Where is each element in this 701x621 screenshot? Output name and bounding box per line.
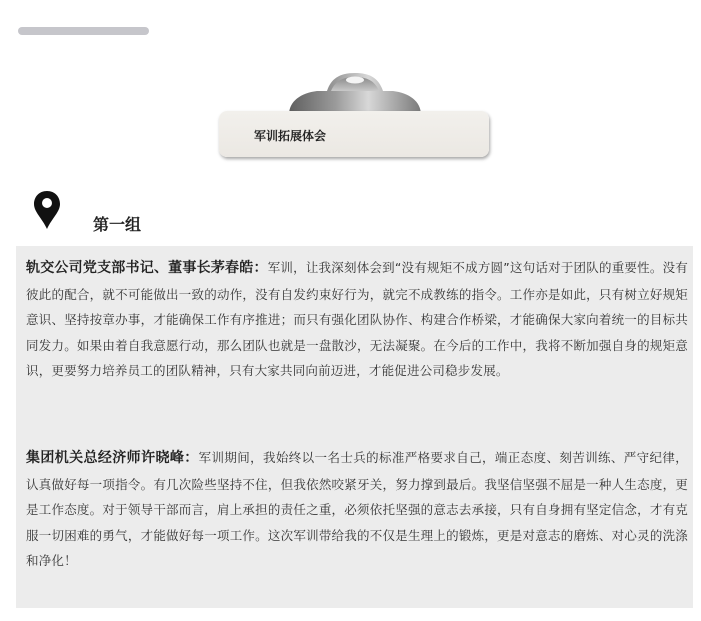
speaker-name: 轨交公司党支部书记、董事长茅春皓： [26, 260, 268, 276]
decorative-top-bar [18, 27, 149, 35]
testimonial-box [16, 246, 693, 608]
clipboard-banner [219, 71, 491, 161]
group-header [32, 190, 332, 234]
testimonial-paragraph [26, 445, 688, 574]
testimonial-paragraph [26, 255, 688, 384]
map-pin-icon [32, 190, 62, 230]
title-card [219, 111, 489, 157]
testimonial-text: 军训期间，我始终以一名士兵的标准严格要求自己，端正态度、刻苦训练、严守纪律，认真做好每一项指令。有几次险些坚持不住，但我依然咬紧牙关，努力撑到最后。我坚信坚强不屈是一种人生态度，更是工作态度。对于领导干部而言，肩上承担的责任之重，必须依托坚强的意志去承接，只有自身拥有坚定信念，才有克服一切困难的勇气，才能做好每一项工作。这次军训带给我的不仅是生理上的锻炼，更是对意志的磨炼、对心灵的洗涤和净化！ [26, 450, 688, 568]
card-title: 军训拓展体会 [254, 129, 327, 143]
testimonial-text: 军训，让我深刻体会到“没有规矩不成方圆”这句话对于团队的重要性。没有彼此的配合，就不可能做出一致的动作，没有自发约束好行为，就完不成教练的指令。工作亦是如此，只有树立好规矩意识、坚持按章办事，才能确保工作有序推进；而只有强化团队协作、构建合作桥梁，才能确保大家向着统一的目标共同发力。如果由着自我意愿行动，那么团队也就是一盘散沙，无法凝聚。在今后的工作中，我将不断加强自身的规矩意识，更要努力培养员工的团队精神，只有大家共同向前迈进，才能促进公司稳步发展。 [26, 260, 688, 378]
speaker-name: 集团机关总经济师许晓峰： [26, 450, 199, 466]
group-title: 第一组 [93, 215, 142, 234]
